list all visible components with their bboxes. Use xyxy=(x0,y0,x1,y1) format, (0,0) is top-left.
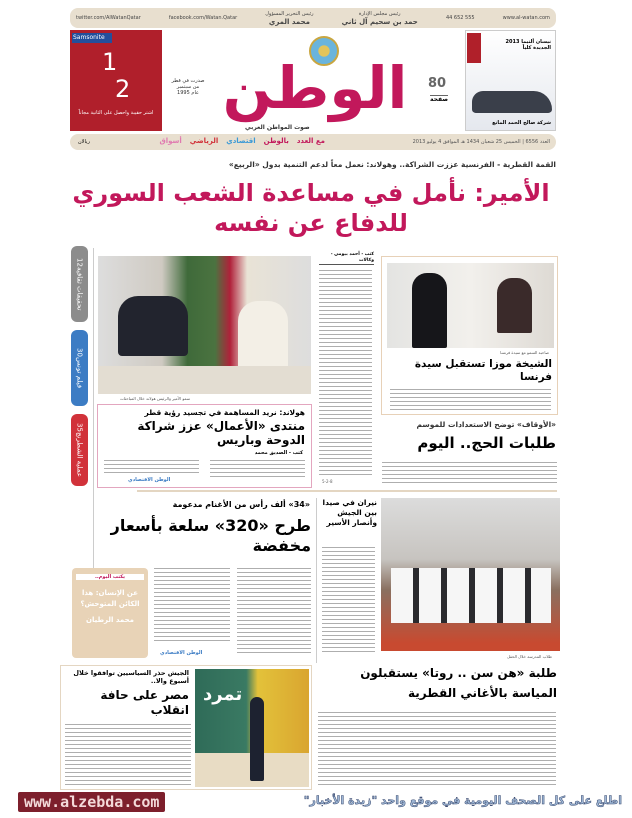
founded-line: عام 1995 xyxy=(177,90,199,96)
forum-box xyxy=(97,404,312,488)
nav-item[interactable]: مع العدد xyxy=(296,137,325,145)
students-body xyxy=(318,710,556,788)
founded-line: صدرت في قطر xyxy=(171,78,205,84)
nav-item[interactable]: بالوطن xyxy=(263,137,289,145)
moza-body xyxy=(390,387,551,411)
egypt-body xyxy=(65,722,191,786)
nissan-ad[interactable] xyxy=(465,30,556,131)
hajj-kicker: «الأوقاف» توضح الاستعدادات للموسم xyxy=(416,420,556,429)
side-tab-label: عملية الشطرنج xyxy=(75,431,84,477)
nav-list xyxy=(110,137,325,145)
watermark-url[interactable]: www.alzebda.com xyxy=(18,792,165,812)
column-title: عن الإنسان: هذا الكائن المتوحش؟ xyxy=(80,589,140,608)
pages-count: 80 xyxy=(428,76,447,91)
ad-number-2: 2 xyxy=(115,75,131,103)
price: ريالان xyxy=(78,139,90,145)
side-tab[interactable] xyxy=(71,414,88,486)
forum-body xyxy=(210,458,305,478)
divider xyxy=(137,490,557,492)
side-tab-page: 12 xyxy=(75,257,84,267)
founded-info xyxy=(170,78,206,96)
samsonite-ad[interactable] xyxy=(70,30,162,131)
side-tab-label: فيلم تونس xyxy=(75,356,84,389)
hajj-headline[interactable]: طلبات الحج.. اليوم xyxy=(417,434,556,452)
ad-headline: نيسان ألتيما 2013 الجديدة كلياً xyxy=(505,39,551,51)
saida-body xyxy=(322,545,375,653)
top-info-bar xyxy=(70,8,556,28)
moza-photo[interactable] xyxy=(387,263,554,348)
twitter-link[interactable]: twitter.com/AlWatanQatar xyxy=(76,15,141,21)
ad-footer: شركة صالح الحمد المانع xyxy=(492,120,551,126)
ad-offer: اشتر حقيبة واحصل على الثانية مجاناً xyxy=(78,110,154,116)
egypt-headline[interactable]: مصر على حافة انقلاب xyxy=(100,688,189,717)
graffiti-text: تمرد xyxy=(203,684,243,705)
divider xyxy=(316,498,317,663)
side-tab[interactable] xyxy=(71,330,88,406)
ad-number-1: 1 xyxy=(102,48,118,76)
facebook-link[interactable]: facebook.com/Watan.Qatar xyxy=(168,15,238,21)
person-figure xyxy=(497,278,532,333)
side-tab[interactable] xyxy=(71,246,88,322)
lead-body xyxy=(319,268,372,476)
column-author: محمد الرطيان xyxy=(86,616,134,624)
lead-headline[interactable]: الأمير: نأمل في مساعدة الشعب السوري للدفاع عن نفسه xyxy=(72,179,550,237)
editor-name: محمد المري xyxy=(268,18,310,26)
chairman-title: رئيس مجلس الإدارة xyxy=(358,11,401,17)
students-photo[interactable] xyxy=(381,498,560,651)
lead-continued: 5-2-8 xyxy=(322,479,333,484)
section-nav-bar xyxy=(70,134,556,150)
chairman-name: حمد بن سحيم آل ثاني xyxy=(341,18,418,26)
goods-kicker: «34» ألف رأس من الأغنام مدعومة xyxy=(172,500,310,509)
phone: 44 652 555 xyxy=(445,15,475,21)
car-image xyxy=(472,91,552,113)
students-caption: طلاب المدرسة خلال الحفل xyxy=(506,654,552,659)
website-link[interactable]: www.al-watan.com xyxy=(502,15,550,21)
goods-body xyxy=(154,566,230,644)
section-tag[interactable]: الوطن الاقتصادي xyxy=(128,477,171,483)
watermark-text: اطلع على كل الصحف اليومية في موقع واحد "زبدة الأخبار" xyxy=(303,794,622,807)
editor-title: رئيس التحرير المسؤول xyxy=(265,11,314,17)
founded-line: من سبتمبر xyxy=(176,84,200,90)
egypt-kicker: الجيش حذر السياسيين توافقوا خلال أسبوع والا.. xyxy=(73,669,189,685)
floor xyxy=(98,366,311,394)
lead-photo[interactable] xyxy=(98,256,311,394)
ad-brand: Samsonite xyxy=(72,33,112,43)
side-tab-page: 30 xyxy=(75,347,84,357)
person-figure xyxy=(412,273,447,348)
egypt-box xyxy=(60,665,312,790)
issue-info: العدد 6556 | الخميس 25 شعبان 1434 هـ الموافق 4 يوليو 2013 xyxy=(412,139,550,145)
moza-caption: صاحبة السمو مع سيدة فرنسا xyxy=(500,350,549,355)
side-tab-label: تحقيقات ثقافية xyxy=(75,266,84,311)
chairman-group xyxy=(342,10,418,26)
forum-kicker: هولاند: نريد المساهمة في تجسيد رؤية قطر xyxy=(144,408,305,417)
nissan-logo-icon xyxy=(467,33,481,63)
moza-headline[interactable]: الشيخة موزا تستقبل سيدة فرنسا xyxy=(414,358,552,383)
goods-body xyxy=(237,566,311,654)
goods-headline[interactable]: طرح «320» سلعة بأسعار مخفضة xyxy=(110,516,311,555)
hajj-body xyxy=(382,460,557,486)
nav-item[interactable]: اقتصادي xyxy=(226,137,256,145)
person-figure xyxy=(238,301,288,371)
lead-photo-caption: سمو الأمير والرئيس هولاند خلال المباحثات xyxy=(120,396,191,401)
person-figure xyxy=(118,296,188,356)
nav-item[interactable]: أسواق xyxy=(159,137,182,145)
lead-kicker: القمة القطرية - الفرنسية عززت الشراكة.. وهولاند: نعمل معاً لدعم التنمية بدول «الربيع» xyxy=(228,160,556,169)
forum-body xyxy=(104,458,199,474)
students-headline-2[interactable]: المياسة بالأغاني القطرية xyxy=(408,686,557,700)
pages-label: صفحة xyxy=(430,96,449,103)
students-headline-1[interactable]: طلبة «هن سن .. روتا» يستقبلون xyxy=(360,666,557,680)
editor-group xyxy=(265,10,313,26)
forum-headline[interactable]: منتدى «الأعمال» عزز شراكة الدوحة وباريس xyxy=(137,419,305,447)
students-figures xyxy=(391,568,551,623)
side-tab-page: 35 xyxy=(75,423,84,432)
newspaper-logo: الوطن xyxy=(222,54,408,122)
lead-byline: كتب - أحمد بيومي - وكالات xyxy=(319,252,374,265)
moza-box xyxy=(381,256,558,415)
saida-headline[interactable]: نيران في صيدا بين الجيش وأنصار الأسير xyxy=(322,498,377,527)
person-figure xyxy=(250,697,264,781)
column-label: يكتب اليوم.. xyxy=(76,574,144,580)
nav-item[interactable]: الرياضي xyxy=(189,137,219,145)
forum-byline: كتب - الصديق محمد xyxy=(254,450,303,456)
section-tag[interactable]: الوطن الاقتصادي xyxy=(160,650,203,656)
slogan: صوت المواطن العربي xyxy=(245,124,310,131)
egypt-photo[interactable] xyxy=(195,669,309,787)
opinion-column-box[interactable] xyxy=(72,568,148,658)
